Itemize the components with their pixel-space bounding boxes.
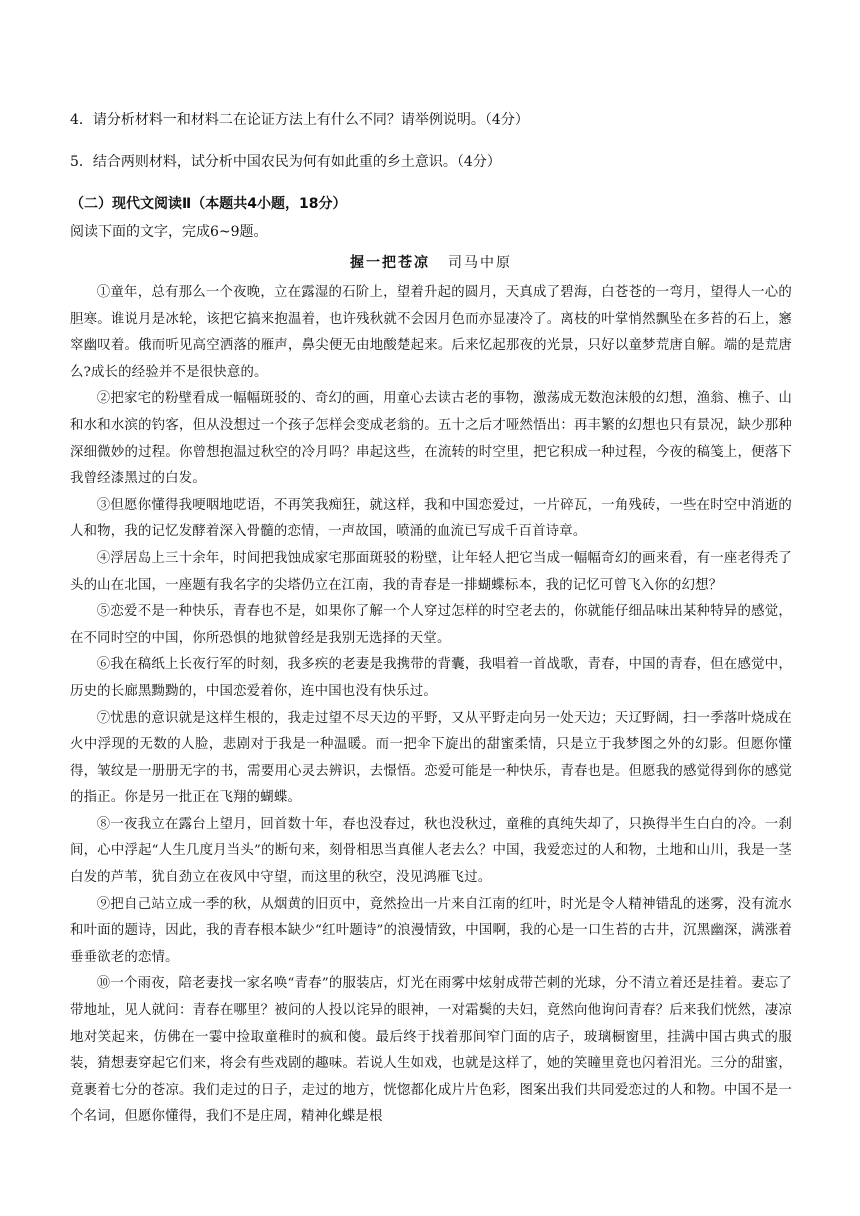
article-paragraph-6: ⑥我在稿纸上长夜行军的时刻，我多疾的老妻是我携带的背囊，我唱着一首战歌，青春，中国的青春，但在感觉中，历史的长廊黑黝黝的，中国恋爱着你，连中国也没有快乐过。 [70, 657, 792, 699]
article-paragraph-8: ⑧一夜我立在露台上望月，回首数十年，春也没春过，秋也没秋过，童稚的真纯失却了，只换得半生白白的冷。一刹间，心中浮起“人生几度月当头”的断句来，刻骨相思当真催人老去么？中国，我爱恋过的人和物，土地和山川，我是一茎白发的芦苇，犹自劲立在夜风中守望，而这里的秋空，没见鸿雁飞过。 [70, 816, 792, 886]
article-title-row [70, 248, 792, 278]
question-4: 4．请分析材料一和材料二在论证方法上有什么不同？请举例说明。（4分） [70, 112, 529, 128]
article-paragraph-5: ⑤恋爱不是一种快乐，青春也不是，如果你了解一个人穿过怎样的时空老去的，你就能仔细品味出某种特异的感觉，在不同时空的中国，你所恐惧的地狱曾经是我别无选择的天堂。 [70, 604, 792, 646]
reading-instruction: 阅读下面的文字，完成6~9题。 [70, 224, 268, 240]
article-paragraph-10: ⑩一个雨夜，陪老妻找一家名唤“青春”的服装店，灯光在雨雾中炫射成带芒刺的光球，分不清立着还是挂着。妻忘了带地址，见人就问：青春在哪里？被问的人投以诧异的眼神，一对霜鬓的夫妇，竟然向他询问青春？后来我们恍然，凄凉地对笑起来，仿佛在一霎中捡取童稚时的疯和傻。最后终于找着那间窄门面的店子，玻璃橱窗里，挂满中国古典式的服装，猜想妻穿起它们来，将会有些戏剧的趣味。若说人生如戏，也就是这样了，她的笑瞳里竟也闪着泪光。三分的甜蜜，竟裹着七分的苍凉。我们走过的日子，走过的地方，恍惚都化成片片色彩，图案出我们共同爱恋过的人和物。中国不是一个名词，但愿你懂得，我们不是庄周，精神化蝶是根 [70, 976, 792, 1125]
section-heading: （二）现代文阅读Ⅱ（本题共4小题，18分） [70, 196, 347, 212]
article-paragraph-2: ②把家宅的粉壁看成一幅幅斑驳的、奇幻的画，用童心去读古老的事物，激荡成无数泡沫般的幻想，渔翁、樵子、山和水和水滨的钓客，但从没想过一个孩子怎样会变成老翁的。五十之后才哑然悟出：再丰繁的幻想也只有景况，缺少那种深细微妙的过程。你曾想抱温过秋空的冷月吗？串起这些，在流转的时空里，把它积成一种过程，今夜的稿笺上，便落下我曾经漆黑过的白发。 [70, 391, 792, 487]
article-paragraph-7: ⑦忧患的意识就是这样生根的，我走过望不尽天边的平野，又从平野走向另一处天边；天辽野阔，扫一季落叶烧成在火中浮现的无数的人脸，悲剧对于我是一种温暖。而一把伞下旋出的甜蜜柔情，只是立于我梦图之外的幻影。但愿你懂得，皱纹是一册册无字的书，需要用心灵去辨识，去憬悟。恋爱可能是一种快乐，青春也是。但愿我的感觉得到你的感觉的指正。你是另一批正在飞翔的蝴蝶。 [70, 710, 792, 806]
article-paragraph-3: ③但愿你懂得我哽咽地呓语，不再笑我痴狂，就这样，我和中国恋爱过，一片碎瓦，一角残砖，一些在时空中消逝的人和物，我的记忆发酵着深入骨髓的恋情，一声故国，喷涌的血流已写成千百首诗章。 [70, 497, 792, 540]
article-paragraph-1: ①童年，总有那么一个夜晚，立在露湿的石阶上，望着升起的圆月，天真成了碧海，白苍苍的一弯月，望得人一心的胆寒。谁说月是冰轮，该把它搞来抱温着，也许残秋就不会因月色而亦显凄冷了。离枝的叶掌悄然飘坠在多苔的石上，窸窣幽叹着。俄而听见高空洒落的雁声，鼻尖便无由地酸楚起来。后来忆起那夜的光景，只好以童梦荒唐自解。端的是荒唐么?成长的经验并不是很快意的。 [70, 285, 792, 380]
question-5: 5．结合两则材料，试分析中国农民为何有如此重的乡土意识。（4分） [70, 154, 501, 170]
article-paragraph-4: ④浮居岛上三十余年，时间把我蚀成家宅那面斑驳的粉壁，让年轻人把它当成一幅幅奇幻的画来看，有一座老得秃了头的山在北国，一座题有我名字的尖塔仍立在江南，我的青春是一排蝴蝶标本，我的记忆可曾飞入你的幻想？ [70, 550, 792, 593]
article-paragraph-9: ⑨把自己站立成一季的秋，从烟黄的旧页中，竟然捡出一片来自江南的红叶，时光是令人精神错乱的迷雾，没有流水和叶面的题诗，因此，我的青春根本缺少“红叶题诗”的浪漫情致，中国啊，我的心是一口生苔的古井，沉黑幽深，满涨着垂垂欲老的恋情。 [70, 896, 792, 965]
article-author: 司马中原 [448, 255, 512, 271]
exam-page [70, 92, 792, 1131]
article-title: 握一把苍凉 [350, 255, 430, 271]
